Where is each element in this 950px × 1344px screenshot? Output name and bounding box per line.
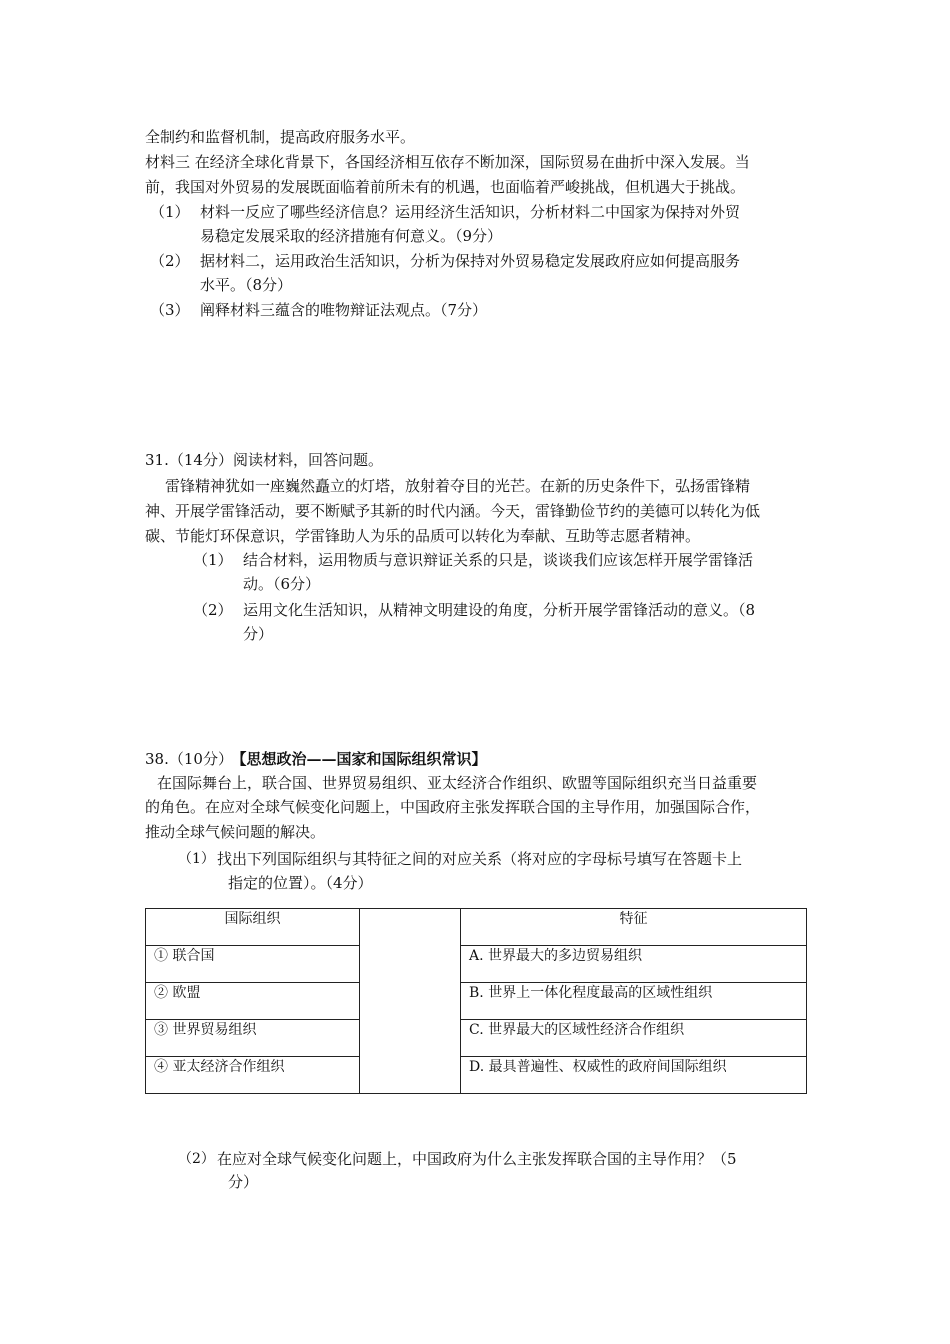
table-row: [146, 1020, 807, 1057]
question-text: 阐释材料三蕴含的唯物辩证法观点。（7分）: [200, 301, 488, 319]
question-number: （1）: [193, 551, 233, 569]
q38-paragraph: 的角色。在应对全球气候变化问题上，中国政府主张发挥联合国的主导作用，加强国际合作，: [145, 798, 761, 816]
table-header-feature: 特征: [461, 909, 807, 946]
question-text: 在应对全球气候变化问题上，中国政府为什么主张发挥联合国的主导作用？（5: [217, 1150, 737, 1168]
question-text: 易稳定发展采取的经济措施有何意义。（9分）: [200, 227, 503, 245]
table-row: [146, 983, 807, 1020]
q38-paragraph: 在国际舞台上，联合国、世界贸易组织、亚太经济合作组织、欧盟等国际组织充当日益重要: [157, 774, 758, 792]
question-text: 分）: [228, 1173, 259, 1191]
question-number: （2）: [178, 1151, 215, 1167]
question-text: 指定的位置）。（4分）: [228, 874, 373, 892]
q38-header: [145, 749, 486, 769]
org-cell: ② 欧盟: [146, 983, 360, 1020]
question-number: （2）: [150, 252, 190, 270]
question-number: （2）: [193, 601, 233, 619]
q38-header-title: 【思想政治——国家和国际组织常识】: [238, 750, 487, 768]
q31-paragraph: 神、开展学雷锋活动，要不断赋予其新的时代内涵。今天，雷锋勤俭节约的美德可以转化为低: [145, 502, 761, 520]
table-row: [146, 1057, 807, 1094]
question-text: 分）: [243, 625, 274, 643]
question-text: 结合材料，运用物质与意识辩证关系的只是，谈谈我们应该怎样开展学雷锋活: [243, 551, 754, 569]
table-row: [146, 946, 807, 983]
question-text: 找出下列国际组织与其特征之间的对应关系（将对应的字母标号填写在答题卡上: [217, 850, 743, 868]
q31-header: 31.（14分）阅读材料，回答问题。: [145, 451, 383, 469]
question-number: （1）: [150, 203, 190, 221]
feature-cell: C. 世界最大的区域性经济合作组织: [461, 1020, 807, 1057]
q31-paragraph: 雷锋精神犹如一座巍然矗立的灯塔，放射着夺目的光芒。在新的历史条件下，弘扬雷锋精: [165, 477, 751, 495]
q38-paragraph: 推动全球气候问题的解决。: [145, 823, 326, 841]
question-number: （3）: [150, 301, 190, 319]
feature-cell: B. 世界上一体化程度最高的区域性组织: [461, 983, 807, 1020]
table-header-org: 国际组织: [146, 909, 360, 946]
material3-line: 材料三 在经济全球化背景下，各国经济相互依存不断加深，国际贸易在曲折中深入发展。当: [145, 153, 750, 171]
organization-table: [145, 908, 807, 1094]
feature-cell: A. 世界最大的多边贸易组织: [461, 946, 807, 983]
feature-cell: D. 最具普遍性、权威性的政府间国际组织: [461, 1057, 807, 1094]
org-cell: ③ 世界贸易组织: [146, 1020, 360, 1057]
question-text: 水平。（8分）: [200, 276, 293, 294]
table-header-row: [146, 909, 807, 946]
org-cell: ① 联合国: [146, 946, 360, 983]
text-line: 全制约和监督机制，提高政府服务水平。: [145, 128, 416, 146]
answer-blank-column: [360, 909, 461, 1094]
question-number: （1）: [178, 851, 215, 867]
question-text: 动。（6分）: [243, 575, 321, 593]
question-text: 运用文化生活知识，从精神文明建设的角度，分析开展学雷锋活动的意义。（8: [243, 601, 756, 619]
material3-line: 前，我国对外贸易的发展既面临着前所未有的机遇，也面临着严峻挑战，但机遇大于挑战。: [145, 178, 746, 196]
org-cell: ④ 亚太经济合作组织: [146, 1057, 360, 1094]
q31-paragraph: 碳、节能灯环保意识，学雷锋助人为乐的品质可以转化为奉献、互助等志愿者精神。: [145, 527, 701, 545]
question-text: 据材料二，运用政治生活知识，分析为保持对外贸易稳定发展政府应如何提高服务: [200, 252, 741, 270]
question-text: 材料一反应了哪些经济信息？运用经济生活知识，分析材料二中国家为保持对外贸: [200, 203, 741, 221]
q38-header-prefix: 38.（10分）: [145, 750, 233, 768]
